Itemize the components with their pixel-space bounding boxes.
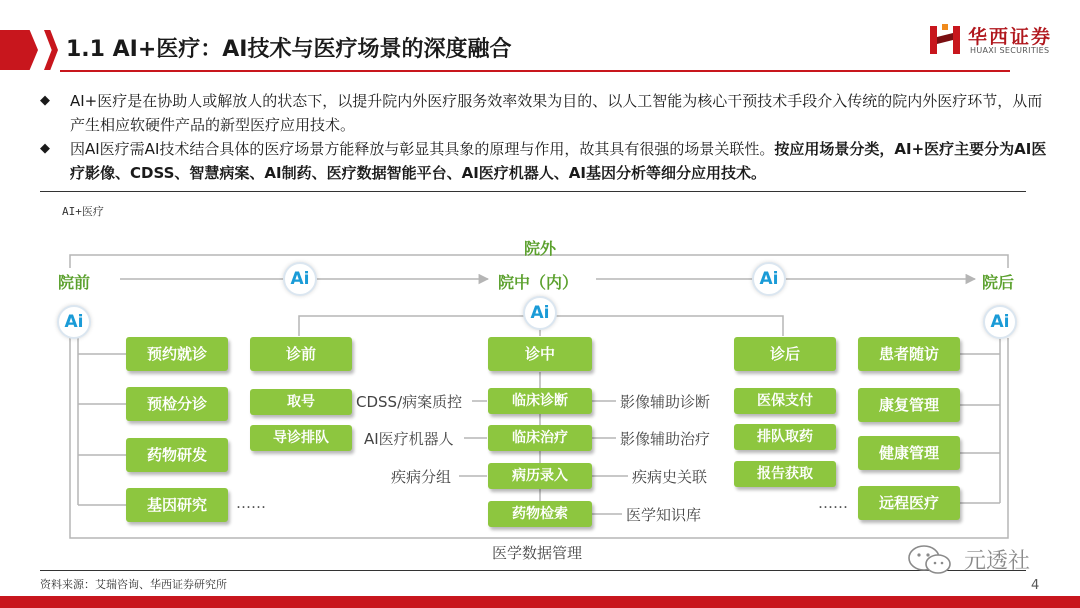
ai-badge-icon: Ai bbox=[752, 262, 786, 296]
node-diag-post: 医保支付 bbox=[734, 388, 836, 414]
stage-before-label: 院前 bbox=[58, 273, 91, 292]
stage-during-label: 院中（内） bbox=[498, 273, 579, 292]
stage-after-label: 院后 bbox=[982, 273, 1015, 292]
node-diag-pre-header: 诊前 bbox=[250, 337, 352, 371]
node-pre-hospital: 预检分诊 bbox=[126, 387, 228, 421]
wechat-icon bbox=[900, 543, 960, 577]
bullet-2-bold-text: 按应用场景分类，AI+医疗主要分为AI医疗影像、CDSS、智慧病案、AI制药、医疗数据智能平台、AI医疗机器人、AI基因分析等细分应用技术。 bbox=[70, 140, 1047, 182]
node-pre-hospital: 基因研究 bbox=[126, 488, 228, 522]
node-post-hospital: 健康管理 bbox=[858, 436, 960, 470]
node-diag-post-header: 诊后 bbox=[734, 337, 836, 371]
ai-badge-icon: Ai bbox=[983, 305, 1017, 339]
watermark-text: 元透社 bbox=[964, 549, 1031, 574]
node-post-hospital: 患者随访 bbox=[858, 337, 960, 371]
side-text-right: 疾病史关联 bbox=[632, 468, 708, 486]
node-post-hospital: 康复管理 bbox=[858, 388, 960, 422]
page-title: 1.1 AI+医疗：AI技术与医疗场景的深度融合 bbox=[66, 37, 512, 62]
logo-text-en: HUAXI SECURITIES bbox=[970, 46, 1050, 55]
bullet-1-text: AI+医疗是在协助人或解放人的状态下，以提升院内外医疗服务效率效果为目的、以人工智能为核心干预技术手段介入传统的院内外医疗环节，从而产生相应软硬件产品的新型医疗应用技术。 bbox=[70, 92, 1043, 134]
footer-bar bbox=[0, 596, 1080, 608]
bullet-diamond-icon: ◆ bbox=[40, 141, 50, 156]
side-text-left: AI医疗机器人 bbox=[364, 430, 454, 448]
source-note: 资料来源：艾瑞咨询、华西证券研究所 bbox=[40, 578, 227, 591]
ai-badge-icon: Ai bbox=[523, 296, 557, 330]
bottom-label: 医学数据管理 bbox=[492, 544, 583, 562]
stage-outside-label: 院外 bbox=[524, 239, 557, 258]
ai-badge-icon: Ai bbox=[57, 305, 91, 339]
node-pre-hospital: 药物研发 bbox=[126, 438, 228, 472]
side-text-right: 医学知识库 bbox=[626, 506, 702, 524]
node-diag-post: 报告获取 bbox=[734, 461, 836, 487]
node-diag-mid: 病历录入 bbox=[488, 463, 592, 489]
logo-text-cn: 华西证券 bbox=[968, 26, 1053, 48]
page-number: 4 bbox=[1031, 578, 1040, 593]
side-text-left: 疾病分组 bbox=[391, 468, 452, 486]
node-diag-mid-header: 诊中 bbox=[488, 337, 592, 371]
side-text-right: 影像辅助治疗 bbox=[620, 430, 711, 448]
node-diag-mid: 临床诊断 bbox=[488, 388, 592, 414]
node-post-hospital: 远程医疗 bbox=[858, 486, 960, 520]
node-diag-pre: 取号 bbox=[250, 389, 352, 415]
side-text-right: 影像辅助诊断 bbox=[620, 393, 711, 411]
ellipsis-right: …… bbox=[818, 494, 848, 512]
node-diag-post: 排队取药 bbox=[734, 424, 836, 450]
node-pre-hospital: 预约就诊 bbox=[126, 337, 228, 371]
figure-label: AI+医疗 bbox=[62, 205, 104, 218]
ellipsis-left: …… bbox=[236, 494, 266, 512]
node-diag-mid: 临床治疗 bbox=[488, 425, 592, 451]
side-text-left: CDSS/病案质控 bbox=[356, 393, 463, 411]
bullet-2-text: 因AI医疗需AI技术结合具体的医疗场景方能释放与彰显其具象的原理与作用，故其具有很强的场景关联性。按应用场景分类，AI+医疗主要分为AI医疗影像、CDSS、智慧病案、AI制药、医疗数据智能平台、AI医疗机器人、AI基因分析等细分应用技术。 bbox=[70, 140, 1047, 182]
ai-badge-icon: Ai bbox=[283, 262, 317, 296]
bullet-diamond-icon: ◆ bbox=[40, 93, 50, 108]
node-diag-mid: 药物检索 bbox=[488, 501, 592, 527]
node-diag-pre: 导诊排队 bbox=[250, 425, 352, 451]
